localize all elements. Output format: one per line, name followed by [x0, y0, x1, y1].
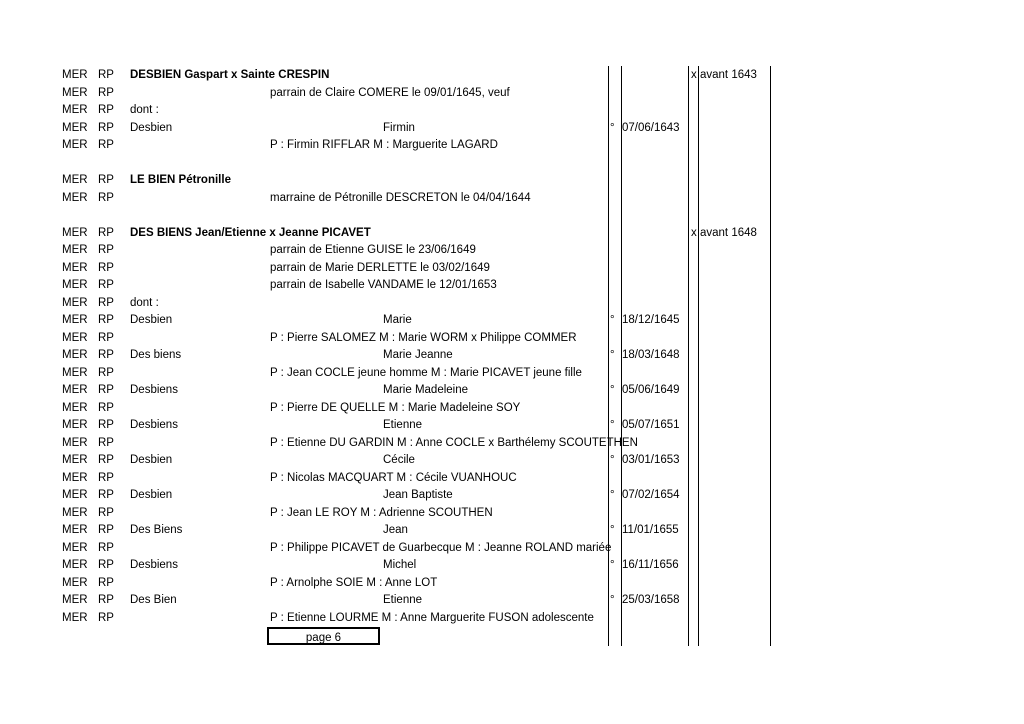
- detail-text: P : Arnolphe SOIE M : Anne LOT: [270, 576, 438, 589]
- register-row: [0, 347, 1024, 365]
- detail-text: parrain de Isabelle VANDAME le 12/01/1653: [270, 279, 497, 291]
- date: 11/01/1655: [622, 524, 679, 536]
- register-row: [0, 172, 1024, 190]
- register-type: RP: [98, 611, 114, 624]
- register-type: RP: [98, 104, 114, 116]
- parish-code: MER: [62, 576, 88, 589]
- detail-text: P : Firmin RIFFLAR M : Marguerite LAGARD: [270, 139, 498, 151]
- given-name: Marie Jeanne: [383, 349, 453, 361]
- register-row: [0, 400, 1024, 418]
- given-name: Marie Madeleine: [383, 384, 469, 396]
- surname: Desbiens: [130, 419, 178, 431]
- register-row: [0, 85, 1024, 103]
- register-row: [0, 242, 1024, 260]
- page-number-box: [267, 627, 380, 645]
- parish-code: MER: [62, 226, 88, 239]
- parish-code: MER: [62, 69, 88, 81]
- register-type: RP: [98, 121, 114, 134]
- blank-row: [0, 155, 1024, 173]
- register-type: RP: [98, 244, 114, 256]
- given-name: Etienne: [383, 594, 423, 606]
- register-type: RP: [98, 174, 114, 186]
- detail-text: P : Jean COCLE jeune homme M : Marie PICAVET jeune fille: [270, 366, 582, 379]
- register-row: [0, 102, 1024, 120]
- detail-text: P : Jean LE ROY M : Adrienne SCOUTHEN: [270, 506, 493, 519]
- surname: dont :: [130, 296, 159, 309]
- birth-mark: °: [610, 349, 615, 361]
- register-type: RP: [98, 594, 114, 606]
- detail-text: parrain de Claire COMERE le 09/01/1645, veuf: [270, 86, 510, 99]
- register-type: RP: [98, 506, 114, 519]
- parish-code: MER: [62, 366, 88, 379]
- date: 07/06/1643: [622, 121, 680, 134]
- register-row: [0, 330, 1024, 348]
- register-type: RP: [98, 69, 114, 81]
- parish-code: MER: [62, 454, 88, 466]
- parish-code: MER: [62, 506, 88, 519]
- register-type: RP: [98, 384, 114, 396]
- register-row: [0, 312, 1024, 330]
- register-row: [0, 557, 1024, 575]
- parish-code: MER: [62, 174, 88, 186]
- parish-code: MER: [62, 104, 88, 116]
- register-row: [0, 120, 1024, 138]
- register-type: RP: [98, 471, 114, 484]
- parish-code: MER: [62, 436, 88, 449]
- page-number: page 6: [305, 632, 342, 644]
- register-row: [0, 435, 1024, 453]
- register-type: RP: [98, 559, 114, 571]
- register-type: RP: [98, 261, 114, 274]
- register-type: RP: [98, 296, 114, 309]
- parish-code: MER: [62, 191, 88, 204]
- register-row: [0, 452, 1024, 470]
- given-name: Marie: [383, 314, 412, 326]
- parish-code: MER: [62, 349, 88, 361]
- register-row: [0, 295, 1024, 313]
- given-name: Firmin: [383, 121, 415, 134]
- parish-code: MER: [62, 401, 88, 414]
- register-row: [0, 382, 1024, 400]
- given-name: Cécile: [383, 454, 415, 466]
- surname: Desbien: [130, 489, 173, 501]
- given-name: Michel: [383, 559, 417, 571]
- register-type: RP: [98, 541, 114, 554]
- surname: Desbien: [130, 454, 173, 466]
- surname: DES BIENS Jean/Etienne x Jeanne PICAVET: [130, 226, 371, 239]
- marriage-mark: x: [691, 226, 697, 239]
- register-row: [0, 137, 1024, 155]
- surname: dont :: [130, 104, 159, 116]
- detail-text: parrain de Marie DERLETTE le 03/02/1649: [270, 261, 490, 274]
- parish-code: MER: [62, 559, 88, 571]
- register-type: RP: [98, 86, 114, 99]
- parish-code: MER: [62, 384, 88, 396]
- register-row: [0, 575, 1024, 593]
- detail-text: P : Philippe PICAVET de Guarbecque M : Jeanne ROLAND mariée: [270, 541, 612, 554]
- register-type: RP: [98, 191, 114, 204]
- register-row: [0, 67, 1024, 85]
- parish-code: MER: [62, 139, 88, 151]
- birth-mark: °: [610, 559, 615, 571]
- parish-code: MER: [62, 471, 88, 484]
- register-row: [0, 190, 1024, 208]
- detail-text: P : Nicolas MACQUART M : Cécile VUANHOUC: [270, 471, 517, 484]
- period: avant 1648: [700, 226, 757, 239]
- birth-mark: °: [610, 121, 615, 134]
- register-type: RP: [98, 314, 114, 326]
- birth-mark: °: [610, 419, 615, 431]
- date: 18/12/1645: [622, 314, 680, 326]
- register-type: RP: [98, 139, 114, 151]
- date: 05/06/1649: [622, 384, 680, 396]
- register-row: [0, 470, 1024, 488]
- surname: Desbiens: [130, 559, 178, 571]
- parish-code: MER: [62, 314, 88, 326]
- birth-mark: °: [610, 384, 615, 396]
- date: 18/03/1648: [622, 349, 680, 361]
- parish-code: MER: [62, 296, 88, 309]
- register-row: [0, 540, 1024, 558]
- register-type: RP: [98, 279, 114, 291]
- register-row: [0, 610, 1024, 628]
- surname: LE BIEN Pétronille: [130, 174, 231, 186]
- given-name: Jean Baptiste: [383, 489, 453, 501]
- birth-mark: °: [610, 314, 615, 326]
- parish-code: MER: [62, 594, 88, 606]
- parish-code: MER: [62, 121, 88, 134]
- register-type: RP: [98, 576, 114, 589]
- parish-code: MER: [62, 261, 88, 274]
- register-row: [0, 417, 1024, 435]
- period: avant 1643: [700, 69, 757, 81]
- date: 16/11/1656: [622, 559, 679, 571]
- detail-text: P : Pierre SALOMEZ M : Marie WORM x Philippe COMMER: [270, 331, 577, 344]
- detail-text: P : Etienne DU GARDIN M : Anne COCLE x Barthélemy SCOUTETHEN: [270, 436, 638, 449]
- register-type: RP: [98, 436, 114, 449]
- birth-mark: °: [610, 454, 615, 466]
- surname: DESBIEN Gaspart x Sainte CRESPIN: [130, 69, 330, 81]
- date: 03/01/1653: [622, 454, 680, 466]
- detail-text: P : Etienne LOURME M : Anne Marguerite FUSON adolescente: [270, 611, 594, 624]
- date: 05/07/1651: [622, 419, 680, 431]
- register-type: RP: [98, 331, 114, 344]
- date: 25/03/1658: [622, 594, 680, 606]
- surname: Des biens: [130, 349, 182, 361]
- parish-code: MER: [62, 244, 88, 256]
- blank-row: [0, 207, 1024, 225]
- register-row: [0, 522, 1024, 540]
- surname: Des Biens: [130, 524, 183, 536]
- surname: Desbien: [130, 314, 173, 326]
- birth-mark: °: [610, 489, 615, 501]
- register-type: RP: [98, 349, 114, 361]
- parish-code: MER: [62, 611, 88, 624]
- parish-code: MER: [62, 541, 88, 554]
- parish-code: MER: [62, 524, 88, 536]
- register-type: RP: [98, 419, 114, 431]
- detail-text: P : Pierre DE QUELLE M : Marie Madeleine SOY: [270, 401, 521, 414]
- surname: Desbien: [130, 121, 173, 134]
- register-row: [0, 487, 1024, 505]
- detail-text: parrain de Etienne GUISE le 23/06/1649: [270, 244, 476, 256]
- given-name: Etienne: [383, 419, 423, 431]
- parish-code: MER: [62, 419, 88, 431]
- parish-code: MER: [62, 489, 88, 501]
- detail-text: marraine de Pétronille DESCRETON le 04/04/1644: [270, 191, 531, 204]
- birth-mark: °: [610, 594, 615, 606]
- date: 07/02/1654: [622, 489, 680, 501]
- surname: Des Bien: [130, 594, 177, 606]
- register-row: [0, 260, 1024, 278]
- register-type: RP: [98, 226, 114, 239]
- marriage-mark: x: [691, 69, 697, 81]
- register-row: [0, 365, 1024, 383]
- register-row: [0, 225, 1024, 243]
- surname: Desbiens: [130, 384, 178, 396]
- birth-mark: °: [610, 524, 615, 536]
- register-row: [0, 277, 1024, 295]
- register-row: [0, 505, 1024, 523]
- parish-code: MER: [62, 331, 88, 344]
- register-type: RP: [98, 454, 114, 466]
- register-type: RP: [98, 401, 114, 414]
- given-name: Jean: [383, 524, 408, 536]
- parish-code: MER: [62, 279, 88, 291]
- register-type: RP: [98, 489, 114, 501]
- register-type: RP: [98, 366, 114, 379]
- register-type: RP: [98, 524, 114, 536]
- parish-code: MER: [62, 86, 88, 99]
- register-row: [0, 592, 1024, 610]
